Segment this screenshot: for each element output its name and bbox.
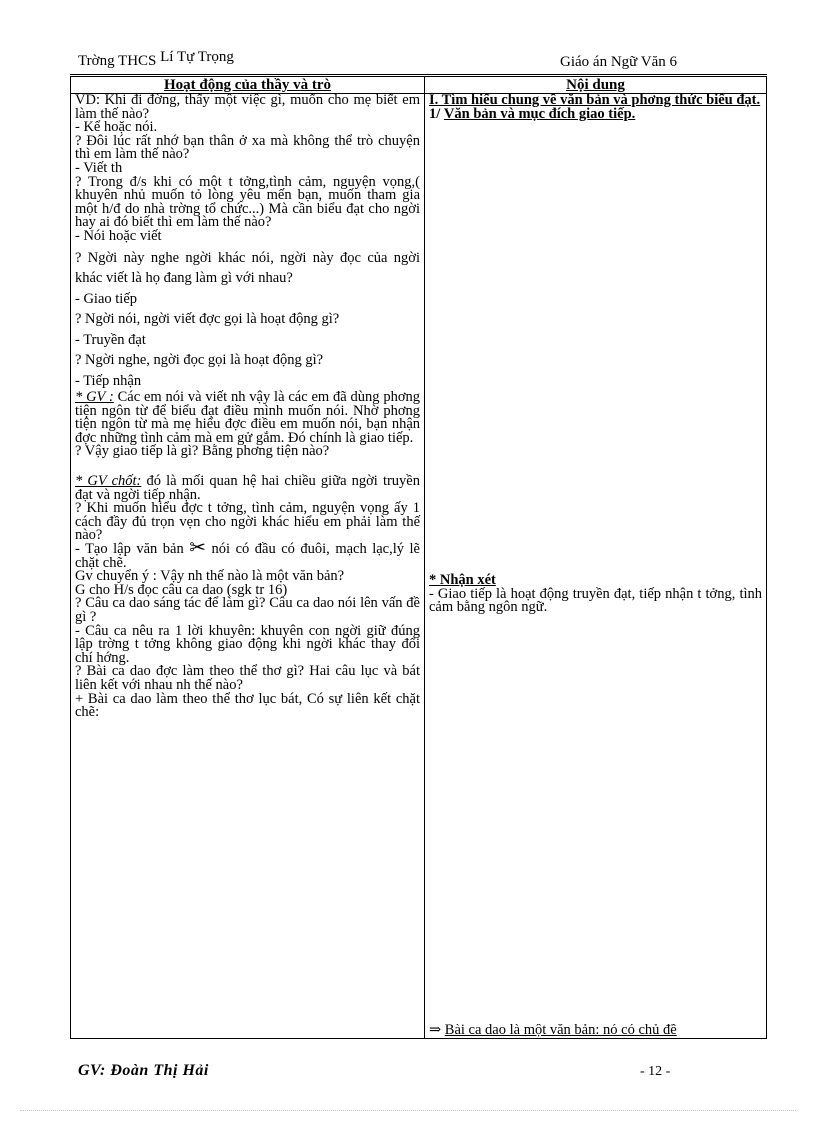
list-item: VD: Khi đi đờng, thấy một việc gì, muốn cho mẹ biết em làm thế nào? [75, 92, 420, 122]
list-item: ? Khi muốn hiểu đợc t tởng, tình cảm, nguyện vọng ấy 1 cách đầy đủ trọn vẹn cho ngời khác hiểu em phải làm thế nào? [75, 500, 420, 544]
header-school [78, 49, 234, 70]
observation-text: - Giao tiếp là hoạt động truyền đạt, tiếp nhận t tởng, tình cảm bằng ngôn ngữ. [429, 585, 762, 616]
list-item: - Tiếp nhận [75, 372, 142, 389]
list-item: - Giao tiếp [75, 290, 138, 307]
list-item: ? Vậy giao tiếp là gì? Bằng phơng tiện nào? [75, 443, 330, 460]
gv-label: * GV : [75, 389, 114, 406]
header-school-prefix: Trờng THCS [78, 53, 157, 69]
list-item: - Câu ca nêu ra 1 lời khuyên: khuyên con ngời giữ đúng lập trờng t tởng không giao động khi ngời khác thay đổi chí hớng. [75, 622, 420, 666]
footer-teacher: GV: Đoàn Thị Hải [78, 1062, 209, 1079]
lesson-table [70, 76, 767, 1039]
list-item: ? Trong đ/s khi có một t tởng,tình cảm, nguyện vọng,( khuyên nhủ muốn tỏ lòng yêu mến bạn, muốn tham gia một h/đ do nhà trờng tổ chức...) Mà cần biểu đạt cho ngời hay ai đó biết thì em làm thế nào? [75, 173, 420, 231]
header-school-name: Lí Tự Trọng [160, 49, 234, 65]
list-item: ? Bài ca dao đợc làm theo thể thơ gì? Hai câu lục và bát liên kết với nhau nh thế nào? [75, 663, 420, 693]
section-title: I. Tìm hiểu chung về văn bản và phơng thức biểu đạt. [429, 92, 761, 108]
list-item: ? Ngời này nghe ngời khác nói, ngời này đọc của ngời khác viết là họ đang làm gì với nhau? [75, 249, 420, 287]
arrow-icon: ⇒ [429, 1024, 442, 1038]
create-text-detail: nói có đầu có đuôi, mạch lạc,lý lẽ chặt chẽ. [75, 540, 420, 571]
header-rule [70, 74, 767, 75]
list-item: Gv chuyển ý : Vậy nh thế nào là một văn bản? [75, 568, 345, 585]
table-body-row [71, 94, 767, 1039]
col-left-title: Hoạt động của thầy và trò [71, 77, 425, 94]
list-item: ? Ngời nghe, ngời đọc gọi là hoạt động gì? [75, 352, 324, 369]
list-item: ? Câu ca dao sáng tác để làm gì? Câu ca dao nói lên vấn đề gì ? [75, 595, 420, 625]
list-item: - Truyền đạt [75, 331, 146, 348]
list-item: - Viết th [75, 159, 123, 176]
footer-page-number: - 12 - [640, 1064, 671, 1079]
list-item: ? Ngời nói, ngời viết đợc gọi là hoạt động gì? [75, 311, 340, 328]
list-item [75, 536, 420, 571]
list-item [75, 475, 420, 502]
list-item: G cho H/s đọc câu ca dao (sgk tr 16) [75, 581, 288, 598]
subsection-title [429, 105, 762, 122]
observation-block [429, 574, 762, 615]
list-item: - Kể hoặc nói. [75, 119, 158, 136]
list-item: + Bài ca dao làm theo thể thơ lục bát, Có sự liên kết chặt chẽ: [75, 690, 420, 721]
header-subject: Giáo án Ngữ Văn 6 [560, 54, 677, 70]
col-right-title: Nội dung [425, 77, 767, 94]
lesson-content [425, 94, 767, 1039]
table-header-row [71, 77, 767, 94]
gv-chot-label: * GV chốt: [75, 473, 142, 489]
list-item: ? Đôi lúc rất nhớ bạn thân ở xa mà không thể trò chuyện thì em làm thế nào? [75, 132, 420, 163]
scissors-icon: ✂ [189, 536, 207, 559]
teacher-student-activities [71, 94, 425, 1039]
subsection-text: Văn bản và mục đích giao tiếp. [443, 105, 636, 122]
list-item: - Nói hoặc viết [75, 227, 162, 244]
create-text-label: - Tạo lập văn bản [75, 540, 184, 557]
gv-chot-text: đó là mối quan hệ hai chiều giữa ngời truyền đạt và ngời tiếp nhận. [75, 473, 420, 503]
subsection-number: 1/ [429, 105, 441, 122]
page-divider [20, 1110, 796, 1111]
conclusion-line [429, 1024, 764, 1038]
list-item [75, 391, 420, 445]
conclusion-text: Bài ca dao là một văn bản: nó có chủ đề [444, 1024, 677, 1038]
gv-text: Các em nói và viết nh vậy là các em đã dùng phơng tiện ngôn từ để biểu đạt điều mình muốn nói. Nhờ phơng tiện ngôn từ mà mẹ hiểu đợc điều em muốn nói, bạn nhận đợc những tình cảm mà em gử gắm. Đó chính là giao tiếp. [75, 389, 420, 446]
observation-title: * Nhận xét [429, 572, 496, 588]
